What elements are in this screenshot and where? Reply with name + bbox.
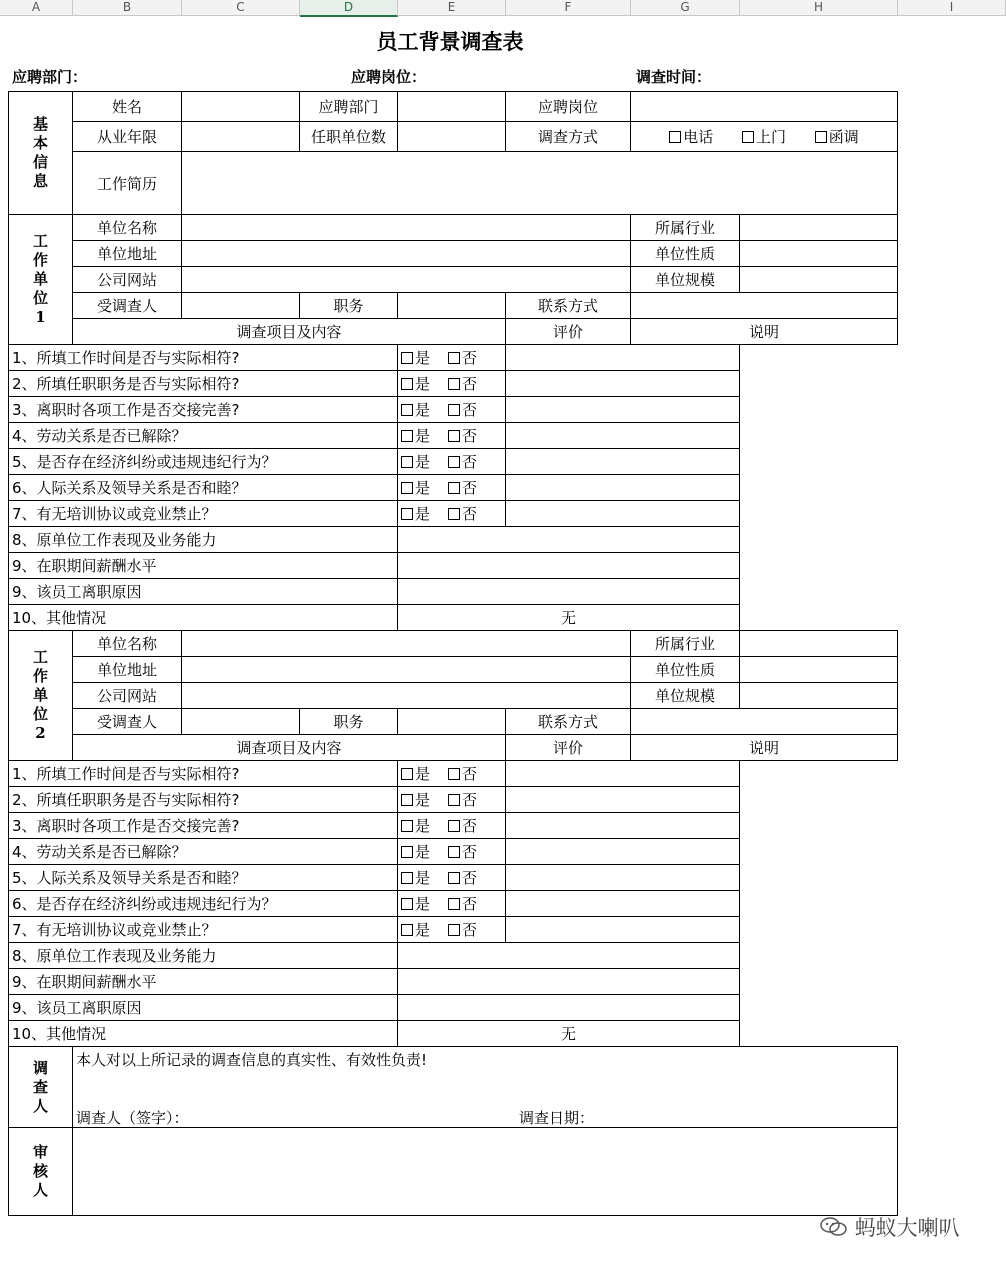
- open-item: 9、该员工离职原因: [9, 995, 398, 1021]
- nature-label: 单位性质: [631, 241, 740, 267]
- yes-option[interactable]: 是: [401, 401, 430, 419]
- col-header-g[interactable]: G: [631, 0, 740, 15]
- check-item-note[interactable]: [506, 501, 740, 527]
- col-header-i[interactable]: I: [898, 0, 1006, 15]
- nature-cell[interactable]: [740, 241, 898, 267]
- yes-option[interactable]: 是: [401, 479, 430, 497]
- yes-no-evaluation: [398, 891, 506, 917]
- basic-info-section-label: 基 本 信 息: [9, 92, 73, 215]
- method-phone-option[interactable]: 电话: [669, 128, 713, 146]
- check-item-question: 6、是否存在经济纠纷或违规违纪行为？: [9, 891, 398, 917]
- checkbox-icon: [448, 404, 460, 416]
- open-item: 9、该员工离职原因: [9, 579, 398, 605]
- check-item-row: [9, 397, 898, 423]
- scale-cell[interactable]: [740, 683, 898, 709]
- company-name-label: 单位名称: [73, 631, 182, 657]
- website-cell[interactable]: [182, 683, 631, 709]
- checkbox-icon: [401, 404, 413, 416]
- checkbox-icon: [401, 794, 413, 806]
- checkbox-icon: [401, 352, 413, 364]
- no-option[interactable]: 否: [448, 349, 477, 367]
- checkbox-icon: [448, 924, 460, 936]
- check-item-note[interactable]: [506, 787, 740, 813]
- yes-option[interactable]: 是: [401, 375, 430, 393]
- check-item-question: 6、人际关系及领导关系是否和睦？: [9, 475, 398, 501]
- survey-method-options: [631, 122, 898, 152]
- no-option[interactable]: 否: [448, 921, 477, 939]
- col-header-e[interactable]: E: [398, 0, 506, 15]
- applied-position-label: 应聘岗位: [506, 92, 631, 122]
- check-item-note[interactable]: [506, 891, 740, 917]
- contact-label: 联系方式: [506, 293, 631, 319]
- open-item-answer[interactable]: [398, 527, 740, 553]
- respondent-cell[interactable]: [182, 293, 300, 319]
- checkbox-icon: [448, 820, 460, 832]
- open-item: 10、其他情况: [9, 1021, 398, 1047]
- check-item-question: 4、劳动关系是否已解除？: [9, 423, 398, 449]
- background-check-form: [8, 91, 898, 1216]
- scale-label: 单位规模: [631, 683, 740, 709]
- industry-cell[interactable]: [740, 215, 898, 241]
- yes-no-evaluation: [398, 865, 506, 891]
- no-option[interactable]: 否: [448, 401, 477, 419]
- work-unit-2-section-label: 工 作 单 位 2: [9, 631, 73, 761]
- yes-option[interactable]: 是: [401, 453, 430, 471]
- reviewer-section-label: 审 核 人: [9, 1128, 73, 1216]
- check-item-note[interactable]: [506, 917, 740, 943]
- applied-dept-label: 应聘部门: [300, 92, 398, 122]
- respondent-cell[interactable]: [182, 709, 300, 735]
- address-cell[interactable]: [182, 657, 631, 683]
- check-item-row: [9, 501, 898, 527]
- check-item-question: 5、人际关系及领导关系是否和睦？: [9, 865, 398, 891]
- duty-label: 职务: [300, 293, 398, 319]
- checkbox-icon: [401, 456, 413, 468]
- yes-option[interactable]: 是: [401, 427, 430, 445]
- yes-no-evaluation: [398, 813, 506, 839]
- name-label: 姓名: [73, 92, 182, 122]
- no-option[interactable]: 否: [448, 375, 477, 393]
- no-option[interactable]: 否: [448, 505, 477, 523]
- checkbox-icon: [401, 924, 413, 936]
- company-name-cell[interactable]: [182, 631, 631, 657]
- work-unit-1-section-label: 工 作 单 位 1: [9, 215, 73, 345]
- website-label: 公司网站: [73, 683, 182, 709]
- yes-option[interactable]: 是: [401, 921, 430, 939]
- open-item-answer[interactable]: [398, 943, 740, 969]
- yes-no-evaluation: [398, 761, 506, 787]
- checkbox-icon: [448, 768, 460, 780]
- no-option[interactable]: 否: [448, 817, 477, 835]
- page-title: 员工背景调查表: [376, 29, 524, 54]
- check-item-row: [9, 761, 898, 787]
- col-header-d[interactable]: D: [300, 0, 398, 17]
- checkbox-icon: [401, 872, 413, 884]
- checkbox-icon: [401, 820, 413, 832]
- yes-no-evaluation: [398, 423, 506, 449]
- checkbox-icon: [401, 378, 413, 390]
- items-column-header: 调查项目及内容: [73, 735, 506, 761]
- open-item-answer[interactable]: [398, 579, 740, 605]
- col-header-b[interactable]: B: [73, 0, 182, 15]
- company-name-cell[interactable]: [182, 215, 631, 241]
- company-name-label: 单位名称: [73, 215, 182, 241]
- no-option[interactable]: 否: [448, 765, 477, 783]
- check-item-row: [9, 891, 898, 917]
- check-item-question: 3、离职时各项工作是否交接完善?: [9, 813, 398, 839]
- department-label: 应聘部门：: [12, 68, 88, 86]
- survey-time-label: 调查时间：: [636, 68, 712, 86]
- open-item: 8、原单位工作表现及业务能力: [9, 943, 398, 969]
- checkbox-icon: [448, 352, 460, 364]
- check-item-note[interactable]: [506, 475, 740, 501]
- industry-label: 所属行业: [631, 215, 740, 241]
- no-option[interactable]: 否: [448, 869, 477, 887]
- checkbox-icon: [401, 768, 413, 780]
- checkbox-icon: [401, 430, 413, 442]
- check-item-question: 4、劳动关系是否已解除？: [9, 839, 398, 865]
- open-item: 10、其他情况: [9, 605, 398, 631]
- yes-option[interactable]: 是: [401, 349, 430, 367]
- yes-no-evaluation: [398, 449, 506, 475]
- check-item-row: [9, 917, 898, 943]
- checkbox-icon: [815, 131, 827, 143]
- checkbox-icon: [448, 508, 460, 520]
- note-column-header: 说明: [631, 319, 898, 345]
- survey-method-label: 调查方式: [506, 122, 631, 152]
- website-label: 公司网站: [73, 267, 182, 293]
- years-label: 从业年限: [73, 122, 182, 152]
- nature-cell[interactable]: [740, 657, 898, 683]
- check-item-row: [9, 449, 898, 475]
- applied-position-cell[interactable]: [631, 92, 898, 122]
- other-info-value[interactable]: 无: [398, 605, 740, 631]
- check-item-note[interactable]: [506, 345, 740, 371]
- checkbox-icon: [401, 846, 413, 858]
- check-item-question: 7、有无培训协议或竞业禁止？: [9, 501, 398, 527]
- check-item-question: 2、所填任职职务是否与实际相符?: [9, 371, 398, 397]
- duty-label: 职务: [300, 709, 398, 735]
- nature-label: 单位性质: [631, 657, 740, 683]
- check-item-note[interactable]: [506, 813, 740, 839]
- investigator-section-label: 调 查 人: [9, 1047, 73, 1128]
- address-cell[interactable]: [182, 241, 631, 267]
- no-option[interactable]: 否: [448, 427, 477, 445]
- yes-no-evaluation: [398, 345, 506, 371]
- yes-option[interactable]: 是: [401, 817, 430, 835]
- check-item-question: 1、所填工作时间是否与实际相符?: [9, 761, 398, 787]
- checkbox-icon: [448, 898, 460, 910]
- open-item-answer[interactable]: [398, 553, 740, 579]
- website-cell[interactable]: [182, 267, 631, 293]
- contact-cell[interactable]: [631, 709, 898, 735]
- respondent-label: 受调查人: [73, 709, 182, 735]
- no-option[interactable]: 否: [448, 843, 477, 861]
- check-item-question: 2、所填任职职务是否与实际相符?: [9, 787, 398, 813]
- yes-no-evaluation: [398, 397, 506, 423]
- contact-cell[interactable]: [631, 293, 898, 319]
- open-item: 9、在职期间薪酬水平: [9, 969, 398, 995]
- position-label: 应聘岗位：: [351, 68, 427, 86]
- open-item-answer[interactable]: [398, 969, 740, 995]
- check-item-question: 3、离职时各项工作是否交接完善?: [9, 397, 398, 423]
- check-item-row: [9, 787, 898, 813]
- unit-count-label: 任职单位数: [300, 122, 398, 152]
- wechat-icon: [820, 1217, 848, 1237]
- investigator-cell[interactable]: [73, 1047, 898, 1128]
- duty-cell[interactable]: [398, 293, 506, 319]
- checkbox-icon: [401, 482, 413, 494]
- check-item-note[interactable]: [506, 839, 740, 865]
- check-item-note[interactable]: [506, 761, 740, 787]
- investigator-signature-label: 调查人（签字）：: [76, 1109, 189, 1127]
- col-header-f[interactable]: F: [506, 0, 631, 15]
- resume-label: 工作简历: [73, 152, 182, 215]
- check-item-row: [9, 371, 898, 397]
- address-label: 单位地址: [73, 657, 182, 683]
- watermark-text: 蚂蚁大喇叭: [854, 1216, 960, 1240]
- reviewer-cell[interactable]: [73, 1128, 898, 1216]
- scale-cell[interactable]: [740, 267, 898, 293]
- checkbox-icon: [448, 872, 460, 884]
- investigator-statement: 本人对以上所记录的调查信息的真实性、有效性负责!: [76, 1051, 428, 1069]
- check-item-row: [9, 865, 898, 891]
- checkbox-icon: [669, 131, 681, 143]
- yes-no-evaluation: [398, 917, 506, 943]
- watermark: [820, 1212, 960, 1242]
- yes-option[interactable]: 是: [401, 505, 430, 523]
- checkbox-icon: [448, 794, 460, 806]
- checkbox-icon: [401, 898, 413, 910]
- applied-dept-cell[interactable]: [398, 92, 506, 122]
- checkbox-icon: [401, 508, 413, 520]
- years-cell[interactable]: [182, 122, 300, 152]
- yes-option[interactable]: 是: [401, 765, 430, 783]
- scale-label: 单位规模: [631, 267, 740, 293]
- open-item: 8、原单位工作表现及业务能力: [9, 527, 398, 553]
- check-item-row: [9, 345, 898, 371]
- no-option[interactable]: 否: [448, 453, 477, 471]
- unit-count-cell[interactable]: [398, 122, 506, 152]
- col-header-h[interactable]: H: [740, 0, 898, 15]
- yes-no-evaluation: [398, 839, 506, 865]
- items-column-header: 调查项目及内容: [73, 319, 506, 345]
- check-item-note[interactable]: [506, 371, 740, 397]
- no-option[interactable]: 否: [448, 895, 477, 913]
- yes-no-evaluation: [398, 371, 506, 397]
- yes-no-evaluation: [398, 787, 506, 813]
- duty-cell[interactable]: [398, 709, 506, 735]
- check-item-note[interactable]: [506, 397, 740, 423]
- check-item-question: 1、所填工作时间是否与实际相符?: [9, 345, 398, 371]
- check-item-row: [9, 423, 898, 449]
- check-item-row: [9, 839, 898, 865]
- checkbox-icon: [448, 378, 460, 390]
- address-label: 单位地址: [73, 241, 182, 267]
- checkbox-icon: [448, 482, 460, 494]
- yes-option[interactable]: 是: [401, 843, 430, 861]
- work-unit-1-check-items: [9, 345, 898, 527]
- checkbox-icon: [448, 430, 460, 442]
- yes-option[interactable]: 是: [401, 895, 430, 913]
- investigation-date-label: 调查日期：: [519, 1109, 595, 1127]
- checkbox-icon: [448, 846, 460, 858]
- method-visit-option[interactable]: 上门: [742, 128, 786, 146]
- work-unit-2-check-items: [9, 761, 898, 943]
- check-item-row: [9, 475, 898, 501]
- column-header-bar: [0, 0, 1006, 16]
- yes-option[interactable]: 是: [401, 869, 430, 887]
- no-option[interactable]: 否: [448, 479, 477, 497]
- industry-cell[interactable]: [740, 631, 898, 657]
- check-item-note[interactable]: [506, 423, 740, 449]
- note-column-header: 说明: [631, 735, 898, 761]
- col-header-c[interactable]: C: [182, 0, 300, 15]
- contact-label: 联系方式: [506, 709, 631, 735]
- industry-label: 所属行业: [631, 631, 740, 657]
- method-letter-option[interactable]: 函调: [815, 128, 859, 146]
- open-item-answer[interactable]: [398, 995, 740, 1021]
- yes-no-evaluation: [398, 475, 506, 501]
- other-info-value[interactable]: 无: [398, 1021, 740, 1047]
- open-item: 9、在职期间薪酬水平: [9, 553, 398, 579]
- name-cell[interactable]: [182, 92, 300, 122]
- yes-no-evaluation: [398, 501, 506, 527]
- check-item-question: 7、有无培训协议或竞业禁止？: [9, 917, 398, 943]
- eval-column-header: 评价: [506, 319, 631, 345]
- yes-option[interactable]: 是: [401, 791, 430, 809]
- check-item-row: [9, 813, 898, 839]
- check-item-question: 5、是否存在经济纠纷或违规违纪行为？: [9, 449, 398, 475]
- check-item-note[interactable]: [506, 449, 740, 475]
- checkbox-icon: [448, 456, 460, 468]
- checkbox-icon: [742, 131, 754, 143]
- eval-column-header: 评价: [506, 735, 631, 761]
- resume-cell[interactable]: [182, 152, 898, 215]
- col-header-a[interactable]: A: [0, 0, 73, 15]
- respondent-label: 受调查人: [73, 293, 182, 319]
- check-item-note[interactable]: [506, 865, 740, 891]
- no-option[interactable]: 否: [448, 791, 477, 809]
